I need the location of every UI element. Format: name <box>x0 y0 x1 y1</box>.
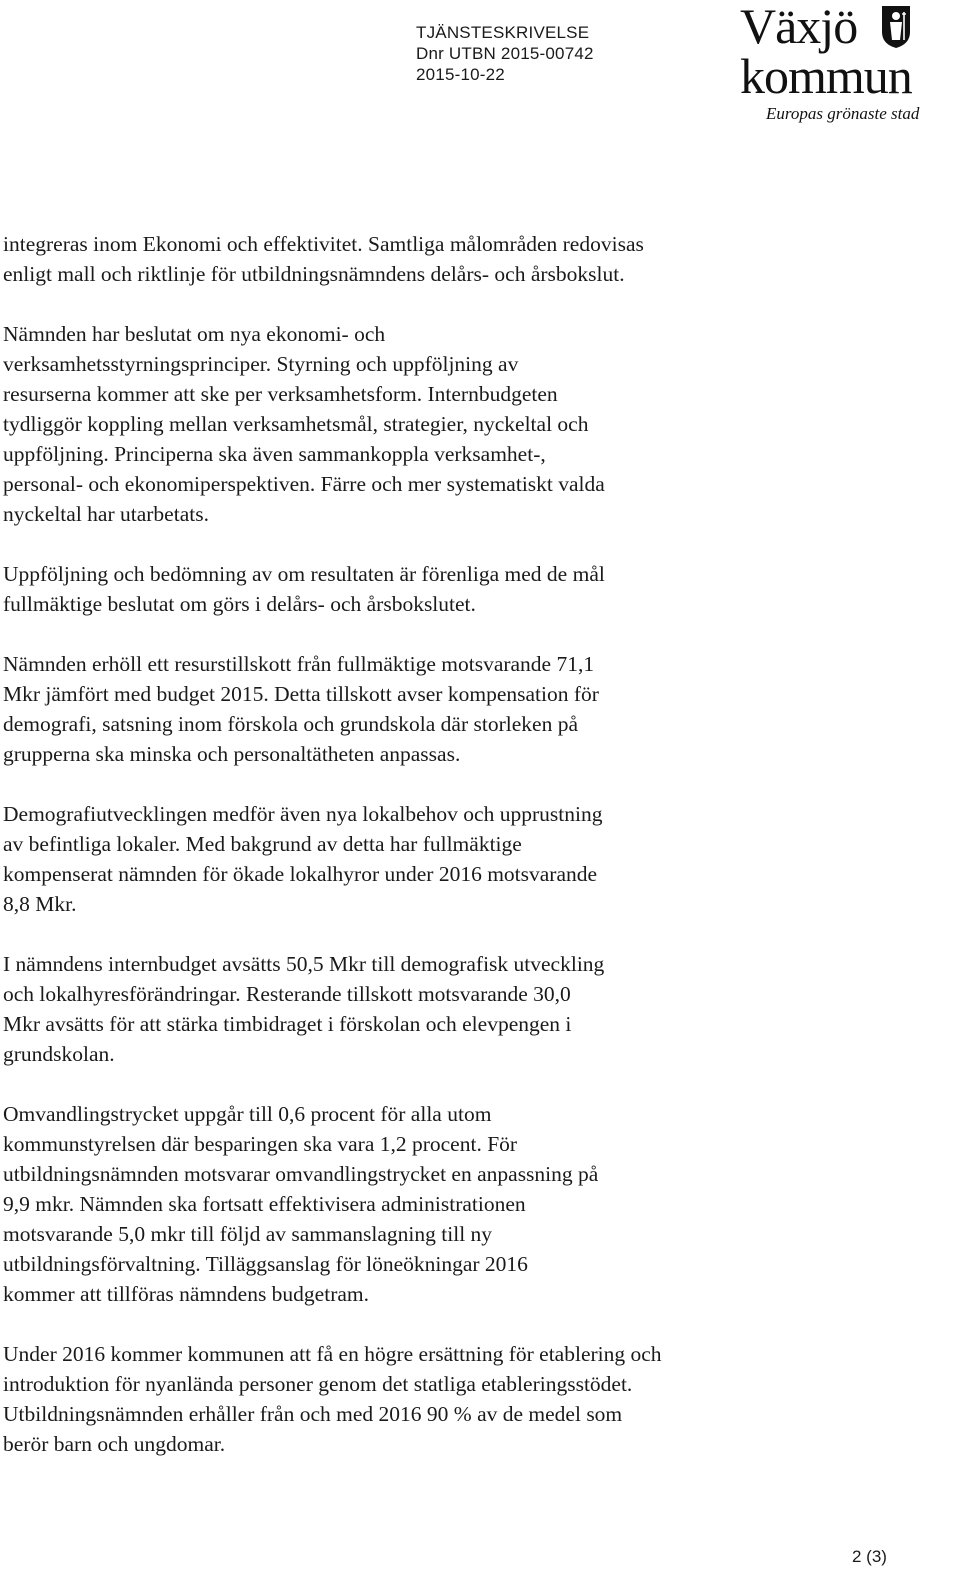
logo-tagline: Europas grönaste stad <box>766 104 920 123</box>
document-type: TJÄNSTESKRIVELSE <box>416 23 590 42</box>
logo-name-line2: kommun <box>740 48 912 104</box>
paragraph: integreras inom Ekonomi och effektivitet. Samtliga målområden redovisas enligt mall och riktlinje för utbildningsnämndens delårs- och årsbokslut. <box>3 232 644 286</box>
paragraph: Under 2016 kommer kommunen att få en högre ersättning för etablering och introduktion för nyanlända personer genom det statliga etableringsstödet. Utbildningsnämnden erhåller från och med 2016 90 % av de medel som berör barn och ungdomar. <box>3 1342 662 1456</box>
paragraph: Uppföljning och bedömning av om resultaten är förenliga med de mål fullmäktige beslutat om görs i delårs- och årsbokslutet. <box>3 562 605 616</box>
document-date: 2015-10-22 <box>416 65 505 84</box>
paragraph: Omvandlingstrycket uppgår till 0,6 procent för alla utom kommunstyrelsen där besparingen ska vara 1,2 procent. För utbildningsnämnden motsvarar omvandlingstrycket en anpassning på 9,9 mkr. Nämnden ska fortsatt effektivisera administrationen motsvarande 5,0 mkr till följd av sammanslagning till ny utbildningsförvaltning. Tilläggsanslag för löneökningar 2016 kommer att tillföras nämndens budgetram. <box>3 1102 599 1306</box>
paragraph: Demografiutvecklingen medför även nya lokalbehov och upprustning av befintliga lokaler. Med bakgrund av detta har fullmäktige kompenserat nämnden för ökade lokalhyror under 2016 motsvarande 8,8 Mkr. <box>3 802 603 916</box>
document-body <box>3 229 953 1489</box>
page-number: 2 (3) <box>852 1547 887 1566</box>
paragraph: Nämnden har beslutat om nya ekonomi- och verksamhetsstyrningsprinciper. Styrning och uppföljning av resurserna kommer att ske per verksamhetsform. Internbudgeten tydliggör koppling mellan verksamhetsmål, strategier, nyckeltal och uppföljning. Principerna ska även sammankoppla verksamhet-, personal- och ekonomiperspektiven. Färre och mer systematiskt valda nyckeltal har utarbetats. <box>3 322 605 526</box>
municipal-seal-icon <box>880 4 912 50</box>
document-reference: Dnr UTBN 2015-00742 <box>416 44 594 63</box>
logo-name-line1: Växjö <box>740 0 858 54</box>
paragraph: Nämnden erhöll ett resurstillskott från fullmäktige motsvarande 71,1 Mkr jämfört med budget 2015. Detta tillskott avser kompensation för demografi, satsning inom förskola och grundskola där storleken på grupperna ska minska och personaltätheten anpassas. <box>3 652 599 766</box>
document-header <box>416 22 594 85</box>
paragraph: I nämndens internbudget avsätts 50,5 Mkr till demografisk utveckling och lokalhyresförändringar. Resterande tillskott motsvarande 30,0 Mkr avsätts för att stärka timbidraget i förskolan och elevpengen i grundskolan. <box>3 952 605 1066</box>
vaxjo-kommun-logo <box>740 0 952 128</box>
